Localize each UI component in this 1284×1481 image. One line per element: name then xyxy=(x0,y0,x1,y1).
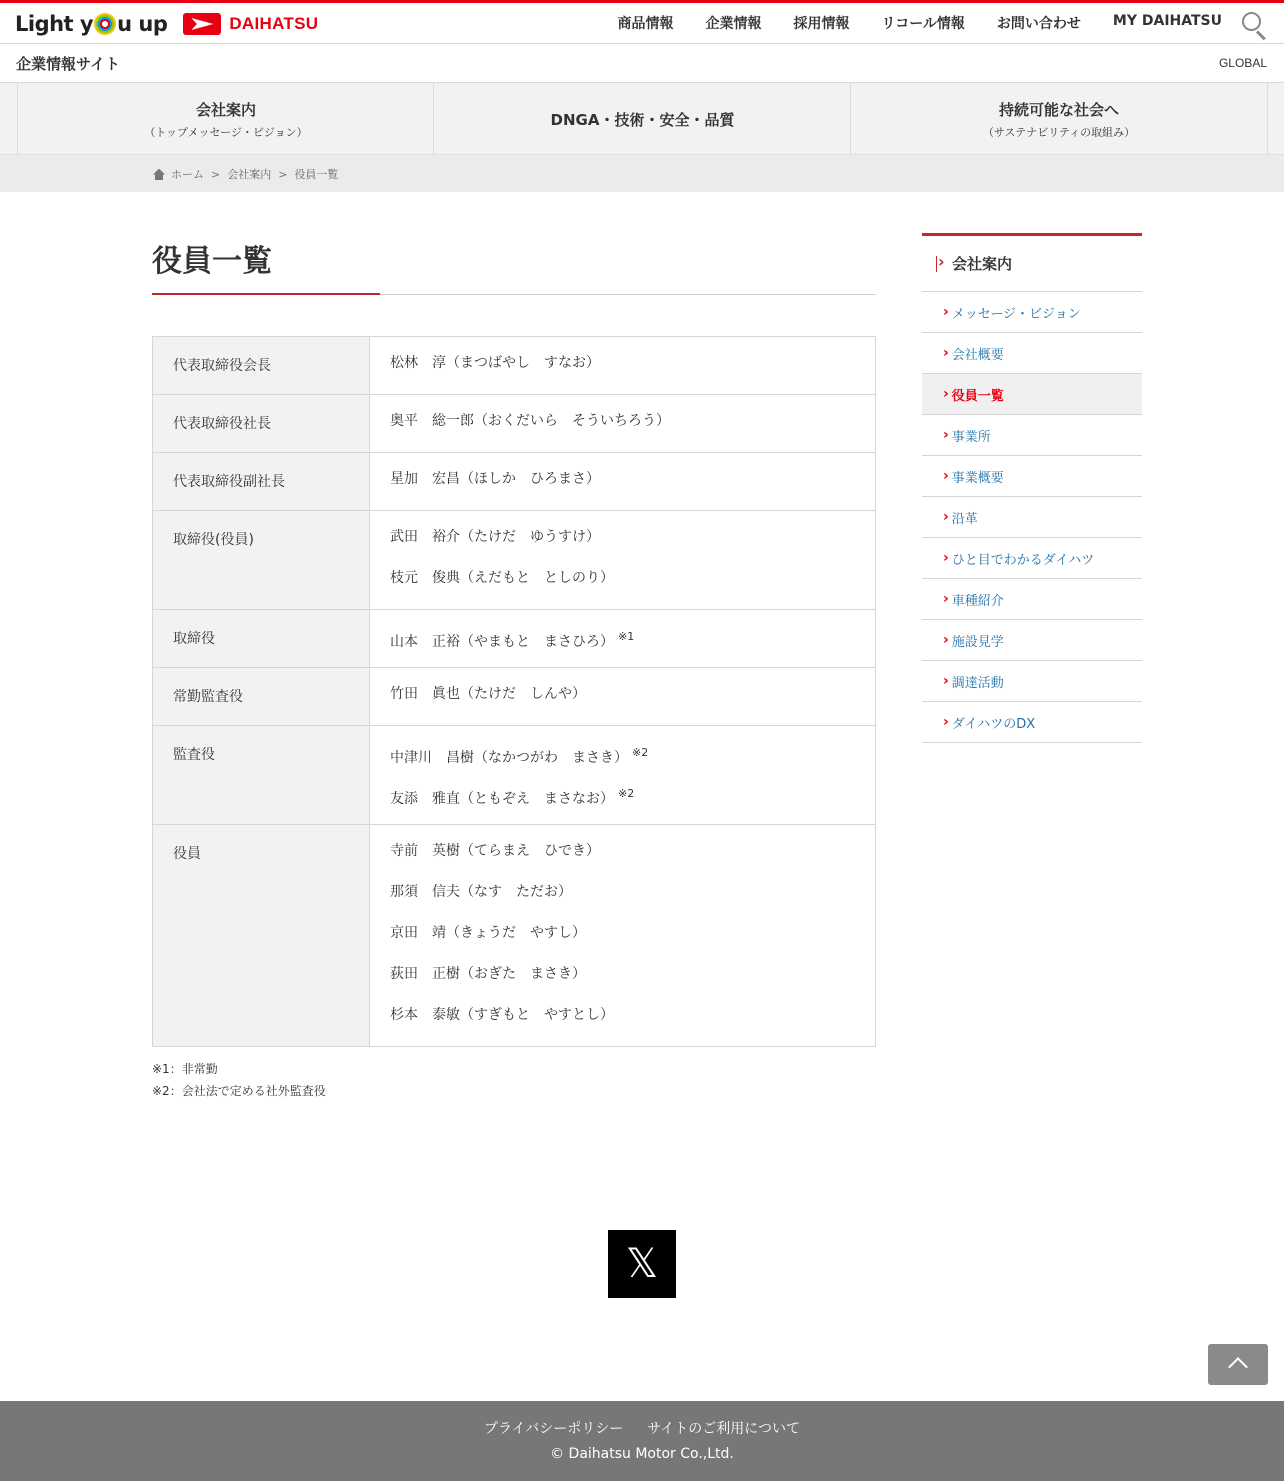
role-cell: 役員 xyxy=(153,825,370,1047)
names-cell xyxy=(370,453,876,511)
executive-name xyxy=(390,874,855,915)
breadcrumb-separator: > xyxy=(278,167,288,181)
side-menu-item[interactable] xyxy=(922,497,1142,538)
footer-terms-link[interactable]: サイトのご利用について xyxy=(647,1421,801,1437)
side-menu-item[interactable] xyxy=(922,579,1142,620)
tagline-text-end: u up xyxy=(117,12,168,36)
nav-corporate[interactable]: 企業情報 xyxy=(705,16,762,32)
executive-name-text: 松林 淳（まつばやし すなお） xyxy=(390,355,600,371)
side-menu-heading-label: 会社案内 xyxy=(952,255,1013,273)
executive-name xyxy=(390,403,855,444)
footnote-1: ※1：非常勤 xyxy=(152,1062,218,1076)
executive-name-text: 中津川 昌樹（なかつがわ まさき） xyxy=(390,750,628,766)
executive-name xyxy=(390,676,855,717)
chevron-right-icon: › xyxy=(943,550,949,566)
executive-name-text: 山本 正裕（やまもと まさひろ） xyxy=(390,634,614,650)
copyright: © Daihatsu Motor Co.,Ltd. xyxy=(550,1446,734,1462)
side-menu-item-label: 車種紹介 xyxy=(951,593,1004,609)
side-menu-item-label: 沿革 xyxy=(951,511,978,527)
chevron-right-icon: › xyxy=(943,304,949,320)
catnav-technology[interactable] xyxy=(433,83,851,155)
names-cell xyxy=(370,726,876,825)
side-menu-item-label: 役員一覧 xyxy=(951,388,1004,404)
breadcrumb-company[interactable]: 会社案内 xyxy=(227,168,272,181)
executive-name-text: 武田 裕介（たけだ ゆうすけ） xyxy=(390,529,600,545)
breadcrumb-current: 役員一覧 xyxy=(294,168,339,181)
chevron-right-icon: › xyxy=(943,591,949,607)
executive-name xyxy=(390,560,855,601)
role-cell: 取締役(役員) xyxy=(153,511,370,610)
catnav-company-sub: （トップメッセージ・ビジョン） xyxy=(144,125,308,139)
chevron-right-icon: › xyxy=(943,673,949,689)
daihatsu-mark-icon xyxy=(183,13,221,35)
catnav-sustainability-sub: （サステナビリティの取組み） xyxy=(982,125,1136,139)
side-menu-item-label: 施設見学 xyxy=(951,634,1004,650)
x-share-button[interactable] xyxy=(608,1230,676,1298)
side-menu-item[interactable] xyxy=(922,374,1142,415)
footnote-marker: ※2 xyxy=(618,787,635,800)
side-menu-item[interactable] xyxy=(922,661,1142,702)
footnote-marker: ※1 xyxy=(618,630,635,643)
daihatsu-logo xyxy=(183,13,318,35)
category-nav xyxy=(0,83,1284,155)
title-underline xyxy=(152,294,876,295)
names-cell xyxy=(370,668,876,726)
executive-name xyxy=(390,618,855,659)
executives-table xyxy=(152,336,876,1047)
role-cell: 監査役 xyxy=(153,726,370,825)
footnotes xyxy=(152,1058,326,1102)
catnav-sustainability[interactable] xyxy=(850,83,1268,155)
executive-name-text: 荻田 正樹（おぎた まさき） xyxy=(390,966,586,982)
side-menu-item-label: 事業所 xyxy=(951,429,991,445)
table-row xyxy=(153,337,876,395)
side-menu-item[interactable] xyxy=(922,415,1142,456)
x-logo-icon: 𝕏 xyxy=(625,1241,659,1287)
side-menu-heading[interactable] xyxy=(922,236,1142,292)
tagline-rainbow-o-icon xyxy=(94,13,116,35)
nav-recall[interactable]: リコール情報 xyxy=(881,16,965,32)
role-cell: 代表取締役会長 xyxy=(153,337,370,395)
chevron-right-icon: › xyxy=(943,509,949,525)
table-row xyxy=(153,395,876,453)
nav-my-daihatsu[interactable]: MY DAIHATSU xyxy=(1112,13,1222,29)
chevron-right-icon: › xyxy=(943,632,949,648)
role-cell: 代表取締役社長 xyxy=(153,395,370,453)
names-cell xyxy=(370,825,876,1047)
executive-name xyxy=(390,915,855,956)
executive-name-text: 枝元 俊典（えだもと としのり） xyxy=(390,570,614,586)
role-cell: 代表取締役副社長 xyxy=(153,453,370,511)
side-menu-item-label: ひと目でわかるダイハツ xyxy=(951,552,1095,568)
side-menu-item[interactable] xyxy=(922,620,1142,661)
side-menu xyxy=(922,233,1142,743)
executive-name xyxy=(390,734,855,775)
executive-name xyxy=(390,519,855,560)
catnav-company[interactable] xyxy=(17,83,434,155)
catnav-sustainability-label: 持続可能な社会へ xyxy=(998,100,1119,119)
side-menu-item[interactable] xyxy=(922,292,1142,333)
site-bar xyxy=(0,44,1284,83)
table-row xyxy=(153,668,876,726)
executive-name xyxy=(390,775,855,816)
nav-products[interactable]: 商品情報 xyxy=(617,16,674,32)
executive-name-text: 京田 靖（きょうだ やすし） xyxy=(390,925,586,941)
table-row xyxy=(153,825,876,1047)
side-menu-item-label: 調達活動 xyxy=(951,675,1004,691)
executive-name-text: 寺前 英樹（てらまえ ひでき） xyxy=(390,843,600,859)
executive-name-text: 星加 宏昌（ほしか ひろまさ） xyxy=(390,471,600,487)
side-menu-item-label: ダイハツのDX xyxy=(951,716,1036,732)
executive-name xyxy=(390,833,855,874)
search-icon[interactable] xyxy=(1240,11,1268,39)
chevron-right-icon xyxy=(936,256,950,272)
side-menu-item-label: 会社概要 xyxy=(951,347,1004,363)
catnav-company-label: 会社案内 xyxy=(195,100,256,119)
site-name[interactable]: 企業情報サイト xyxy=(16,55,120,73)
nav-recruit[interactable]: 採用情報 xyxy=(793,16,850,32)
table-row xyxy=(153,511,876,610)
breadcrumb-home[interactable]: ホーム xyxy=(171,168,204,181)
brand-logo[interactable] xyxy=(15,9,318,39)
chevron-right-icon: › xyxy=(943,714,949,730)
names-cell xyxy=(370,395,876,453)
page-title: 役員一覧 xyxy=(152,244,272,279)
role-cell: 常勤監査役 xyxy=(153,668,370,726)
chevron-right-icon: › xyxy=(943,345,949,361)
side-menu-item[interactable] xyxy=(922,333,1142,374)
executive-name-text: 奥平 総一郎（おくだいら そういちろう） xyxy=(390,413,670,429)
executive-name xyxy=(390,997,855,1038)
names-cell xyxy=(370,511,876,610)
table-row xyxy=(153,610,876,668)
nav-contact[interactable]: お問い合わせ xyxy=(996,16,1081,32)
side-menu-item-label: メッセージ・ビジョン xyxy=(951,306,1081,322)
global-header xyxy=(0,0,1284,44)
home-icon xyxy=(153,169,165,180)
breadcrumb xyxy=(0,155,1284,192)
names-cell xyxy=(370,337,876,395)
chevron-right-icon: › xyxy=(943,386,949,402)
chevron-right-icon: › xyxy=(943,427,949,443)
role-cell: 取締役 xyxy=(153,610,370,668)
catnav-technology-label: DNGA・技術・安全・品質 xyxy=(550,110,735,129)
executive-name-text: 杉本 泰敏（すぎもと やすとし） xyxy=(390,1007,614,1023)
tagline-logo xyxy=(15,12,167,36)
global-link[interactable]: GLOBAL xyxy=(1218,56,1267,70)
page-top-button[interactable] xyxy=(1208,1344,1268,1385)
footnote-marker: ※2 xyxy=(632,746,649,759)
executive-name xyxy=(390,345,855,386)
executive-name-text: 友添 雅直（ともぞえ まさなお） xyxy=(390,791,614,807)
executive-name xyxy=(390,956,855,997)
tagline-text-start: Light y xyxy=(15,12,94,36)
executive-name xyxy=(390,461,855,502)
footnote-2: ※2：会社法で定める社外監査役 xyxy=(152,1084,326,1098)
side-menu-item[interactable] xyxy=(922,702,1142,743)
names-cell xyxy=(370,610,876,668)
side-menu-item[interactable] xyxy=(922,538,1142,579)
side-menu-item[interactable] xyxy=(922,456,1142,497)
footer xyxy=(0,1401,1284,1481)
table-row xyxy=(153,453,876,511)
top-nav xyxy=(617,13,1222,33)
side-menu-item-label: 事業概要 xyxy=(951,470,1004,486)
footer-privacy-link[interactable]: プライバシーポリシー xyxy=(483,1421,624,1437)
table-row xyxy=(153,726,876,825)
executive-name-text: 竹田 眞也（たけだ しんや） xyxy=(390,686,586,702)
breadcrumb-separator: > xyxy=(211,167,221,181)
daihatsu-wordmark: DAIHATSU xyxy=(229,14,319,33)
chevron-right-icon: › xyxy=(943,468,949,484)
executive-name-text: 那須 信夫（なす ただお） xyxy=(390,884,572,900)
